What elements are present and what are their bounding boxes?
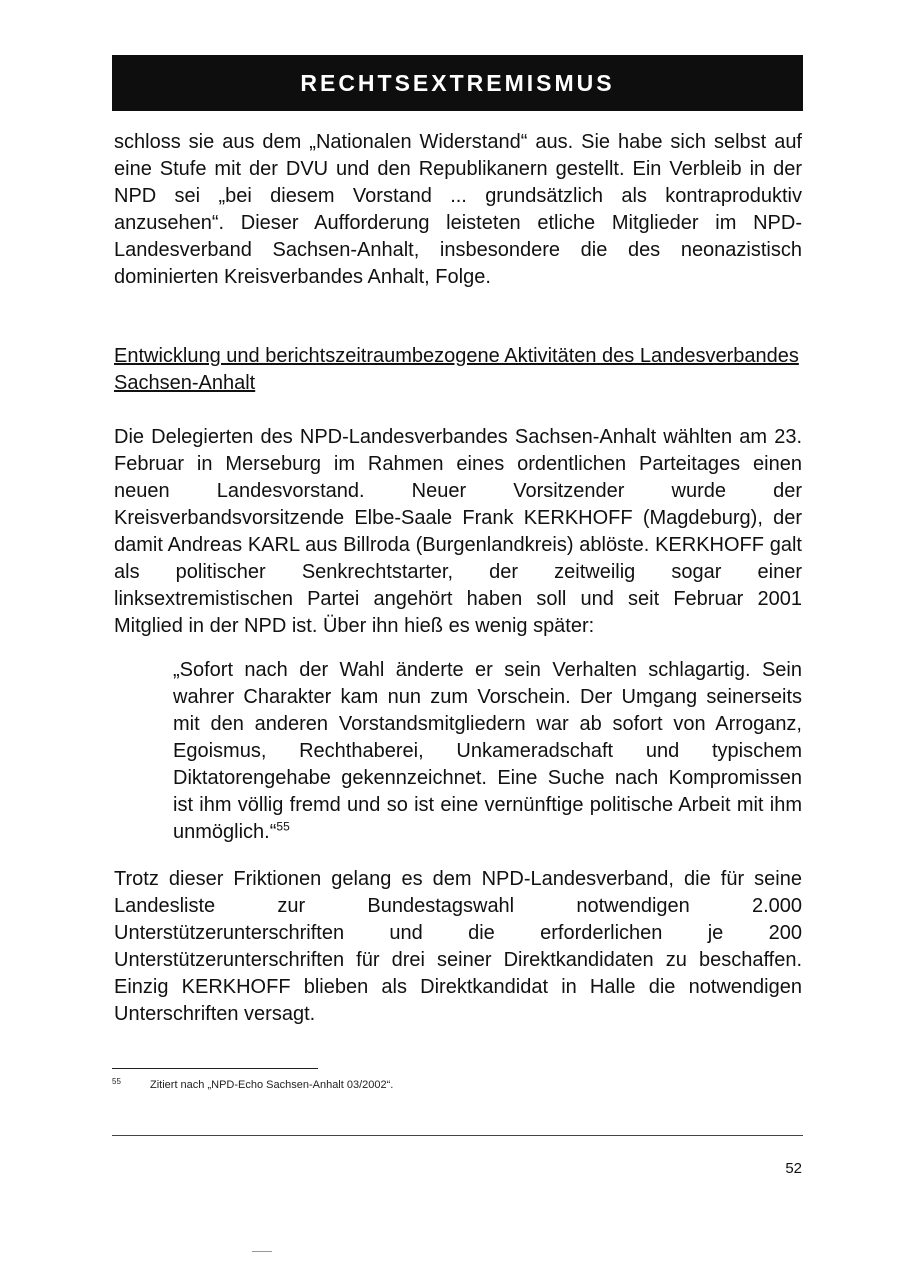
page-number: 52 [785, 1160, 802, 1177]
paragraph-party-conference: Die Delegierten des NPD-Landesverbandes Sachsen-Anhalt wählten am 23. Februar in Merseburg im Rahmen eines ordentlichen Parteitages einen neuen Landesvorstand. Neuer Vorsitzender wurde der Kreisverbandsvorsitzende Elbe-Saale Frank KERKHOFF (Magdeburg), der damit Andreas KARL aus Billroda (Burgenlandkreis) ablöste. KERKHOFF galt als politischer Senkrechtstarter, der zeitweilig sogar einer linksextremistischen Partei angehört haben soll und seit Februar 2001 Mitglied in der NPD ist. Über ihn hieß es wenig später: [114, 426, 802, 637]
block-quote [173, 657, 802, 846]
section-heading: Entwicklung und berichtszeitraumbezogene Aktivitäten des Landesverbandes Sachsen-Anhalt [114, 345, 799, 394]
quote-text: „Sofort nach der Wahl änderte er sein Verhalten schlagartig. Sein wahrer Charakter kam nun zum Vorschein. Der Umgang seinerseits mit den anderen Vorstandsmitgliedern war ab sofort von Arroganz, Egoismus, Rechthaberei, Unkameradschaft und typischem Diktatorengehabe gekennzeichnet. Eine Suche nach Kompromissen ist ihm völlig fremd und so ist eine vernünftige politische Arbeit mit ihm unmöglich.“ [173, 659, 802, 843]
footnote-divider [112, 1068, 318, 1069]
footnote-reference: 55 [276, 819, 290, 834]
paragraph-signatures: Trotz dieser Friktionen gelang es dem NPD-Landesverband, die für seine Landesliste zur Bundestagswahl notwendigen 2.000 Unterstützerunterschriften und die erforderlichen je 200 Unterstützerunterschriften für drei seiner Direktkandidaten zu beschaffen. Einzig KERKHOFF blieben als Direktkandidat in Halle die notwendigen Unterschriften versagt. [114, 868, 802, 1025]
footnote-text: Zitiert nach „NPD-Echo Sachsen-Anhalt 03/2002“. [150, 1079, 394, 1091]
paragraph-intro: schloss sie aus dem „Nationalen Widerstand“ aus. Sie habe sich selbst auf eine Stufe mit der DVU und den Republikanern gestellt. Ein Verbleib in der NPD sei „bei diesem Vorstand ... grundsätzlich als kontraproduktiv anzusehen“. Dieser Aufforderung leisteten etliche Mitglieder im NPD-Landesverband Sachsen-Anhalt, insbesondere die des neonazistisch dominierten Kreisverbandes Anhalt, Folge. [114, 131, 802, 288]
footnote-number: 55 [112, 1077, 121, 1086]
page-section-title: RECHTSEXTREMISMUS [300, 69, 615, 96]
header-bar [112, 55, 803, 111]
page-bottom-divider [112, 1135, 803, 1136]
scan-artifact-line [252, 1251, 272, 1252]
